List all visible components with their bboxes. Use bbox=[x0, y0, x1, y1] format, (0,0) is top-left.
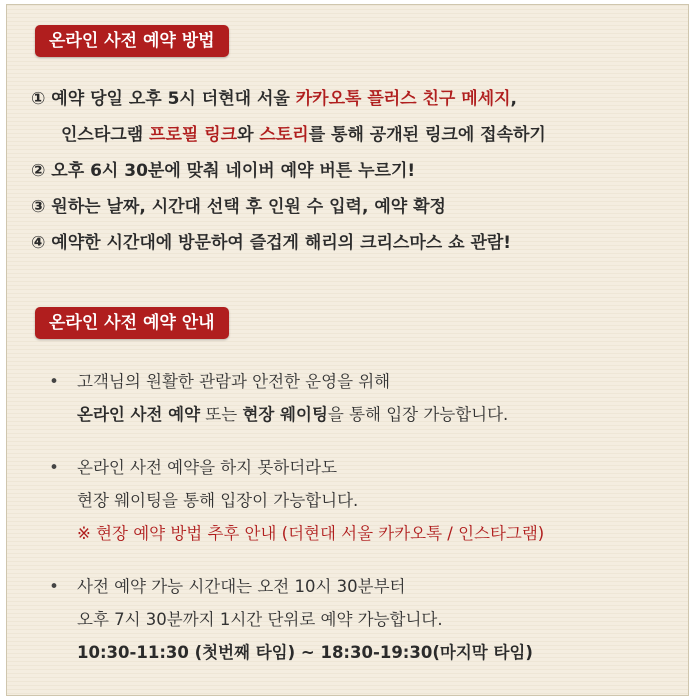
info-group-waiting bbox=[47, 451, 677, 550]
info-group-entry bbox=[47, 365, 677, 431]
onsite-reservation-note: ※ 현장 예약 방법 추후 안내 (더현대 서울 카카오톡 / 인스타그램) bbox=[77, 524, 545, 543]
info-3-text: 사전 예약 가능 시간대는 오전 10시 30분부터 bbox=[77, 577, 406, 596]
notice-card bbox=[6, 4, 689, 696]
info-1-text: 고객님의 원활한 관람과 안전한 운영을 위해 bbox=[77, 372, 391, 391]
section-title-reservation-info: 온라인 사전 예약 안내 bbox=[35, 307, 229, 339]
online-reservation-bold: 온라인 사전 예약 bbox=[77, 405, 201, 424]
story-highlight: 스토리 bbox=[259, 125, 309, 145]
bullet-dot: • bbox=[49, 577, 59, 596]
info-2-line-1 bbox=[47, 451, 677, 484]
bullet-dot: • bbox=[49, 372, 59, 391]
info-1-entry-text: 을 통해 입장 가능합니다. bbox=[327, 405, 509, 424]
section-title-reservation-method: 온라인 사전 예약 방법 bbox=[35, 25, 229, 57]
info-group-times bbox=[47, 570, 677, 669]
info-3-line-2: 오후 7시 30분까지 1시간 단위로 예약 가능합니다. bbox=[77, 610, 443, 629]
bullet-dot: • bbox=[49, 458, 59, 477]
step-4: ④ 예약한 시간대에 방문하여 즐겁게 해리의 크리스마스 쇼 관람! bbox=[31, 233, 512, 253]
reservation-info-list bbox=[47, 365, 677, 669]
step-1-line-1 bbox=[31, 81, 681, 117]
step-1-instagram-text: 인스타그램 bbox=[61, 125, 150, 145]
step-1-and-text: 와 bbox=[237, 125, 260, 145]
info-2-line-2: 현장 웨이팅을 통해 입장이 가능합니다. bbox=[77, 491, 359, 510]
info-2-text: 온라인 사전 예약을 하지 못하더라도 bbox=[77, 458, 338, 477]
kakao-plus-friend-highlight: 카카오톡 플러스 친구 메세지 bbox=[295, 89, 511, 109]
onsite-waiting-bold: 현장 웨이팅 bbox=[242, 405, 328, 424]
reservation-steps-list bbox=[31, 81, 681, 261]
info-1-line-1 bbox=[47, 365, 677, 398]
step-2: ② 오후 6시 30분에 맞춰 네이버 예약 버튼 누르기! bbox=[31, 161, 416, 181]
profile-link-highlight: 프로필 링크 bbox=[149, 125, 238, 145]
info-1-line-2 bbox=[47, 398, 677, 431]
step-1-text: ① 예약 당일 오후 5시 더현대 서울 bbox=[31, 89, 296, 109]
info-3-line-1 bbox=[47, 570, 677, 603]
step-3: ③ 원하는 날짜, 시간대 선택 후 인원 수 입력, 예약 확정 bbox=[31, 197, 446, 217]
time-slots-range: 10:30-11:30 (첫번째 타임) ~ 18:30-19:30(마지막 타임) bbox=[77, 643, 533, 662]
step-1-line-2 bbox=[31, 117, 681, 153]
step-1-comma: , bbox=[510, 89, 518, 109]
step-1-access-text: 를 통해 공개된 링크에 접속하기 bbox=[308, 125, 546, 145]
info-1-or-text: 또는 bbox=[200, 405, 243, 424]
